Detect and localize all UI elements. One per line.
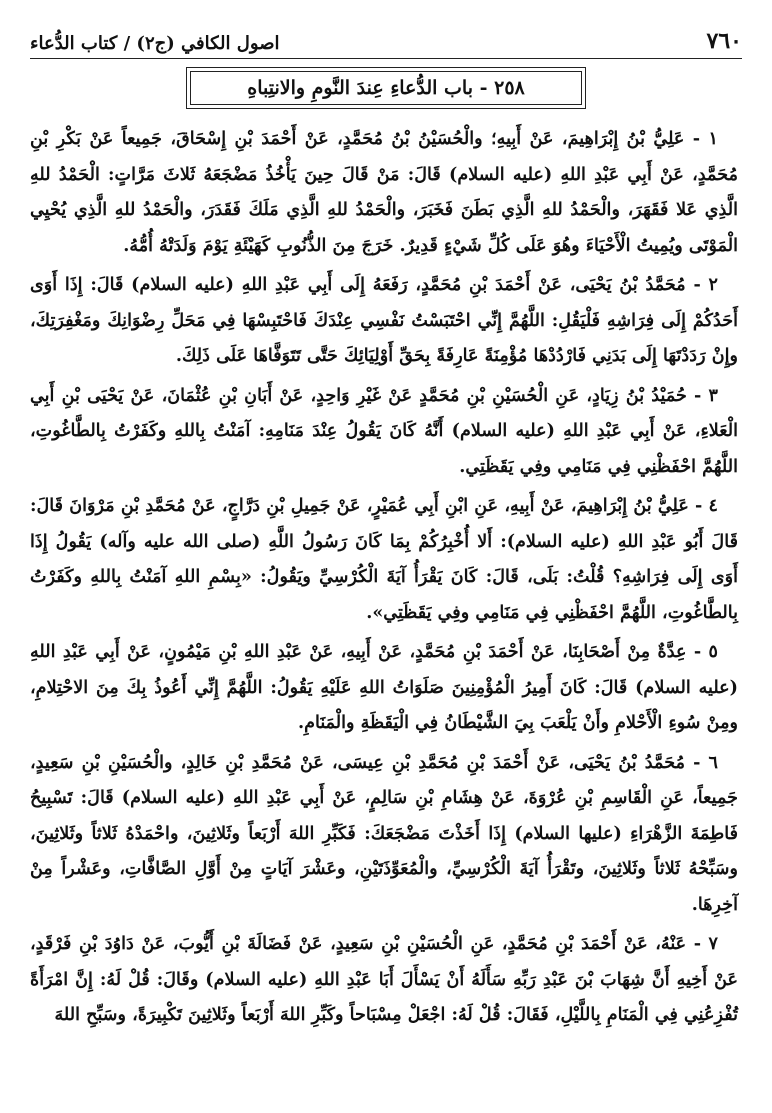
page-number: ٧٦٠ (706, 28, 742, 54)
running-header (30, 14, 742, 59)
hadith-paragraph-7: ٧ - عَنْهُ، عَنْ أَحْمَدَ بْنِ مُحَمَّدٍ، عَنِ الْحُسَيْنِ بْنِ سَعِيدٍ، عَنْ فَضَالَةَ بْنِ أَيُّوبَ، عَنْ دَاوُدَ بْنِ فَرْقَدٍ، عَنْ أَخِيهِ أَنَّ شِهَابَ بْنَ عَبْدِ رَبِّهِ سَأَلَهُ أَنْ يَسْأَلَ أَبَا عَبْدِ اللهِ (عليه السلام) وقَالَ: قُلْ لَهُ: إِنَّ امْرَأَةً تُفْزِعُنِي فِي الْمَنَامِ بِاللَّيْلِ، فَقَالَ: قُلْ لَهُ: اجْعَلْ مِسْبَاحاً وكَبِّرِ اللهَ أَرْبَعاً وثَلاثِينَ تَكْبِيرَةً، وسَبِّحِ اللهَ (30, 933, 738, 1025)
hadith-paragraph-6: ٦ - مُحَمَّدُ بْنُ يَحْيَى، عَنْ أَحْمَدَ بْنِ مُحَمَّدِ بْنِ عِيسَى، عَنْ مُحَمَّدِ بْنِ خَالِدٍ، والْحُسَيْنِ بْنِ سَعِيدٍ، جَمِيعاً، عَنِ الْقَاسِمِ بْنِ عُرْوَةَ، عَنْ هِشَامِ بْنِ سَالِمٍ، عَنْ أَبِي عَبْدِ اللهِ (عليه السلام) قَالَ: تَسْبِيحُ فَاطِمَةَ الزَّهْرَاءِ (عليها السلام) إِذَا أَخَذْتَ مَضْجَعَكَ: فَكَبِّرِ اللهَ أَرْبَعاً وثَلاثِينَ، واحْمَدْهُ ثَلاثاً وثَلاثِينَ، وسَبِّحْهُ ثَلاثاً وثَلاثِينَ، وتَقْرَأُ آيَةَ الْكُرْسِيِّ، والْمُعَوِّذَتَيْنِ، وعَشْرَ آيَاتٍ مِنْ أَوَّلِ الصَّافَّاتِ، وعَشْراً مِنْ آخِرِهَا. (30, 751, 738, 915)
book-title: اصول الكافي (ج٢) / كتاب الدُّعاء (30, 33, 280, 54)
hadith-paragraph-2: ٢ - مُحَمَّدُ بْنُ يَحْيَى، عَنْ أَحْمَدَ بْنِ مُحَمَّدٍ، رَفَعَهُ إِلَى أَبِي عَبْدِ اللهِ (عليه السلام) قَالَ: إِذَا أَوَى أَحَدُكُمْ إِلَى فِرَاشِهِ فَلْيَقُلِ: اللَّهُمَّ إِنِّي احْتَبَسْتُ نَفْسِي عِنْدَكَ فَاحْتَبِسْهَا فِي مَحَلِّ رِضْوَانِكَ ومَغْفِرَتِكَ، وإِنْ رَدَدْتَهَا إِلَى بَدَنِي فَارْدُدْهَا مُؤْمِنَةً عَارِفَةً بِحَقِّ أَوْلِيَائِكَ حَتَّى تَتَوَفَّاهَا عَلَى ذَلِكَ. (30, 274, 738, 366)
hadith-paragraph-1: ١ - عَلِيُّ بْنُ إِبْرَاهِيمَ، عَنْ أَبِيهِ؛ والْحُسَيْنُ بْنُ مُحَمَّدٍ، عَنْ أَحْمَدَ بْنِ إِسْحَاقَ، جَمِيعاً عَنْ بَكْرِ بْنِ مُحَمَّدٍ، عَنْ أَبِي عَبْدِ اللهِ (عليه السلام) قَالَ: مَنْ قَالَ حِينَ يَأْخُذُ مَضْجَعَهُ ثَلاثَ مَرَّاتٍ: الْحَمْدُ للهِ الَّذِي عَلا فَقَهَرَ، والْحَمْدُ للهِ الَّذِي بَطَنَ فَخَبَرَ، والْحَمْدُ للهِ الَّذِي مَلَكَ فَقَدَرَ، والْحَمْدُ للهِ الَّذِي يُحْيِي الْمَوْتَى ويُمِيتُ الْأَحْيَاءَ وهُوَ عَلَى كُلِّ شَيْءٍ قَدِيرٌ. خَرَجَ مِنَ الذُّنُوبِ كَهَيْئَةِ يَوْمَ وَلَدَتْهُ أُمُّهُ. (30, 128, 738, 256)
hadith-paragraph-3: ٣ - حُمَيْدُ بْنُ زِيَادٍ، عَنِ الْحُسَيْنِ بْنِ مُحَمَّدٍ عَنْ غَيْرِ وَاحِدٍ، عَنْ أَبَانِ بْنِ عُثْمَانَ، عَنْ يَحْيَى بْنِ أَبِي الْعَلاءِ، عَنْ أَبِي عَبْدِ اللهِ (عليه السلام) أَنَّهُ كَانَ يَقُولُ عِنْدَ مَنَامِهِ: آمَنْتُ بِاللهِ وكَفَرْتُ بِالطَّاغُوتِ، اللَّهُمَّ احْفَظْنِي فِي مَنَامِي وفِي يَقَظَتِي. (30, 384, 738, 477)
chapter-heading-box (186, 67, 586, 109)
hadith-paragraph-4: ٤ - عَلِيُّ بْنُ إِبْرَاهِيمَ، عَنْ أَبِيهِ، عَنِ ابْنِ أَبِي عُمَيْرٍ، عَنْ جَمِيلِ بْنِ دَرَّاجٍ، عَنْ مُحَمَّدِ بْنِ مَرْوَانَ قَالَ: قَالَ أَبُو عَبْدِ اللهِ (عليه السلام): أَلا أُخْبِرُكُمْ بِمَا كَانَ رَسُولُ اللَّهِ (صلى الله عليه وآله) يَقُولُ إِذَا أَوَى إِلَى فِرَاشِهِ؟ قُلْتُ: بَلَى، قَالَ: كَانَ يَقْرَأُ آيَةَ الْكُرْسِيِّ ويَقُولُ: «بِسْمِ اللهِ آمَنْتُ بِاللهِ وكَفَرْتُ بِالطَّاغُوتِ، اللَّهُمَّ احْفَظْنِي فِي مَنَامِي وفِي يَقَظَتِي». (30, 495, 738, 623)
hadith-paragraph-5: ٥ - عِدَّةٌ مِنْ أَصْحَابِنَا، عَنْ أَحْمَدَ بْنِ مُحَمَّدٍ، عَنْ أَبِيهِ، عَنْ عَبْدِ اللهِ بْنِ مَيْمُونٍ، عَنْ أَبِي عَبْدِ اللهِ (عليه السلام) قَالَ: كَانَ أَمِيرُ الْمُؤْمِنِينَ صَلَوَاتُ اللهِ عَلَيْهِ يَقُولُ: اللَّهُمَّ إِنِّي أَعُوذُ بِكَ مِنَ الاحْتِلامِ، ومِنْ سُوءِ الْأَحْلامِ وأَنْ يَلْعَبَ بِيَ الشَّيْطَانُ فِي الْيَقَظَةِ والْمَنَامِ. (30, 641, 738, 733)
chapter-title: ٢٥٨ - باب الدُّعاءِ عِندَ النَّومِ والانتِباهِ (247, 77, 525, 99)
hadith-body (30, 121, 738, 1037)
